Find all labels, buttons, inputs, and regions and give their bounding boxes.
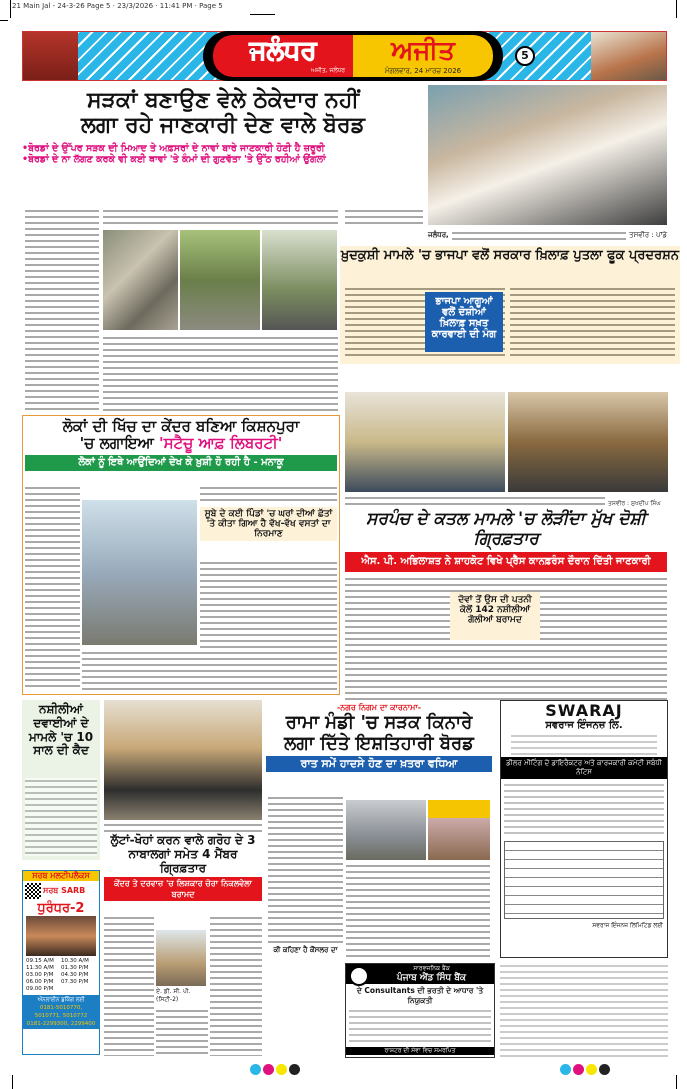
mandi-kicker: -ਨਗਰ ਨਿਗਮ ਦਾ ਕਾਰਨਾਮਾ- bbox=[336, 703, 422, 712]
sarpanch-strap: ਐਸ. ਪੀ. ਅਭਿਲਾਸ਼ਤ ਨੇ ਸ਼ਾਹਕੋਟ ਵਿਖੇ ਪ੍ਰੈੱਸ ਕਾਨਫ਼ਰੰਸ ਦੌਰਾਨ ਦਿੱਤੀ ਜਾਣਕਾਰੀ bbox=[345, 552, 667, 572]
mandi-headline-1: ਰਾਮਾ ਮੰਡੀ 'ਚ ਸੜਕ ਕਿਨਾਰੇ bbox=[285, 712, 473, 733]
robbery-article-text bbox=[210, 915, 262, 1056]
signboard-photo bbox=[262, 230, 337, 330]
page-number: 5 bbox=[515, 46, 535, 66]
statue-header bbox=[25, 418, 337, 471]
bank-ad bbox=[345, 963, 495, 1058]
masthead-city: ਜਲੰਧਰ bbox=[249, 36, 317, 66]
print-slug: 21 Main Jal - 24-3-26 Page 5 · 23/3/2026 · 11:41 PM · Page 5 bbox=[12, 2, 223, 10]
sarpanch-caption bbox=[345, 495, 605, 509]
showtime: 11.30 A/M bbox=[26, 965, 54, 971]
drugs-headline: ਨਸ਼ੀਲੀਆਂ ਦਵਾਈਆਂ ਦੇ ਮਾਮਲੇ 'ਚ 10 ਸਾਲ ਦੀ ਕੈਦ bbox=[28, 702, 94, 758]
lead-header bbox=[22, 88, 424, 165]
color-registration-marks bbox=[560, 1064, 610, 1075]
bank-ad-text bbox=[349, 1008, 491, 1044]
protest-photo bbox=[428, 85, 667, 225]
billboard-photo bbox=[346, 800, 426, 860]
statue-article-text bbox=[82, 650, 337, 690]
protest-headline: ਖ਼ੁਦਕੁਸ਼ੀ ਮਾਮਲੇ 'ਚ ਭਾਜਪਾ ਵਲੋਂ ਸਰਕਾਰ ਖ਼ਿਲਾਫ਼ ਪੁਤਲਾ ਫੂਕ ਪ੍ਰਦਰਸ਼ਨ bbox=[341, 248, 679, 263]
statue-article-text bbox=[200, 560, 337, 648]
statue-strap: ਲੋਕਾਂ ਨੂੰ ਇਥੇ ਆਉਂਦਿਆਂ ਦੇਖ ਕੇ ਖ਼ੁਸ਼ੀ ਹੋ ਰਹੀ ਹੈ - ਮਨਾਕੂ bbox=[25, 455, 337, 471]
statue-article-text bbox=[200, 485, 337, 505]
masthead-date: ਮੰਗਲਵਾਰ, 24 ਮਾਰਚ 2026 bbox=[384, 67, 462, 75]
phone: 5010771, 5010772 bbox=[34, 1013, 88, 1019]
road-work-photo bbox=[103, 230, 178, 330]
swaraj-table bbox=[504, 841, 664, 919]
building-photo-right bbox=[591, 32, 666, 80]
showtime: 04.30 P/M bbox=[61, 972, 89, 978]
color-registration-marks bbox=[250, 1064, 300, 1075]
showtime: 01.30 P/M bbox=[61, 965, 89, 971]
protest-caption-text bbox=[452, 230, 626, 240]
qr-code-icon bbox=[25, 883, 41, 899]
protest-caption bbox=[428, 228, 667, 242]
robbery-headline-1: ਲੁੱਟਾਂ-ਖੋਹਾਂ ਕਰਨ ਵਾਲੇ ਗਰੋਹ ਦੇ 3 bbox=[110, 833, 256, 847]
statue-article-text bbox=[25, 485, 80, 688]
cinema-name: ਸਰਬ ਮਲਟੀਪਲੈਕਸ bbox=[23, 871, 99, 881]
movie-title: ਧੁਰੰਧਰ-2 bbox=[37, 901, 85, 916]
lead-headline-1: ਸੜਕਾਂ ਬਣਾਉਣ ਵੇਲੇ ਠੇਕੇਦਾਰ ਨਹੀਂ bbox=[87, 88, 359, 113]
lead-bullet: •ਬੋਰਡਾਂ ਦੇ ਉੱਪਰ ਸੜਕ ਦੀ ਮਿਆਦ ਤੇ ਅਫ਼ਸਰਾਂ ਦੇ ਨਾਵਾਂ ਬਾਰੇ ਜਾਣਕਾਰੀ ਹੋਣੀ ਹੈ ਜ਼ਰੂਰੀ bbox=[22, 142, 325, 154]
mandi-subhead: ਕੀ ਕਹਿਣਾ ਹੈ ਕੌਂਸਲਰ ਦਾ bbox=[268, 946, 343, 955]
protest-story-box bbox=[340, 246, 680, 364]
masthead-brand: ਅਜੀਤ bbox=[391, 36, 455, 66]
accused-photo bbox=[508, 392, 668, 492]
bank-name: ਪੰਜਾਬ ਐਂਡ ਸਿੰਧ ਬੈਂਕ bbox=[396, 973, 467, 983]
bank-headline: ਦੇ Consultants ਦੀ ਭਰਤੀ ਦੇ ਆਧਾਰ 'ਤੇ ਨਿਯੁਕਤੀ bbox=[356, 986, 484, 1005]
swaraj-signoff: ਸਵਰਾਜ ਇੰਜਨਜ਼ ਲਿਮਿਟਿਡ ਲਈ bbox=[592, 922, 663, 929]
bank-top: ਸਾਰਵਜਨਿਕ ਬੈਂਕ bbox=[413, 965, 450, 972]
councillor-photo bbox=[428, 800, 490, 860]
press-conference-photo bbox=[345, 392, 505, 492]
mandi-strap: ਰਾਤ ਸਮੇਂ ਹਾਦਸੇ ਹੋਣ ਦਾ ਖ਼ਤਰਾ ਵਧਿਆ bbox=[266, 756, 492, 772]
robbery-strap: ਕੇਂਦਰ ਤੇ ਦਰਵਾਜ਼ 'ਚ ਲਿਸ਼ਕਾਰ ਚੋਰਾ ਨਿਕਲਵੇਲਾ ਬਰਾਮਦ bbox=[104, 877, 262, 901]
crop-mark bbox=[0, 20, 8, 21]
phone: 0181-5010770, bbox=[39, 1005, 83, 1011]
swaraj-address bbox=[511, 733, 657, 755]
bank-logo-icon bbox=[349, 966, 369, 986]
robbery-caption bbox=[104, 822, 262, 832]
showtimes bbox=[23, 956, 99, 995]
masthead bbox=[22, 31, 667, 81]
mandi-article-text bbox=[346, 863, 490, 958]
protest-caption-start: ਜਲੰਧਰ, bbox=[428, 230, 449, 239]
movie-poster bbox=[26, 916, 96, 956]
swaraj-company: ਸਵਰਾਜ ਇੰਜਨਜ਼ ਲਿ. bbox=[545, 720, 623, 731]
robbery-article-text bbox=[156, 1008, 208, 1056]
lead-article-text bbox=[103, 335, 338, 413]
cinema-brand: ਸਰਬ SARB bbox=[43, 886, 86, 895]
police-motorcycles-photo bbox=[104, 700, 262, 820]
drugs-story-box bbox=[22, 700, 100, 860]
swaraj-ad bbox=[500, 700, 668, 958]
robbery-header bbox=[104, 834, 262, 901]
protest-byline: ਤਸਵੀਰ : ਪਾਂਡੇ bbox=[629, 230, 667, 239]
statue-headline-highlight: 'ਸਟੈਚੂ ਆਫ਼ ਲਿਬਰਟੀ' bbox=[159, 434, 283, 453]
booking-info bbox=[23, 995, 99, 1029]
registration-mark bbox=[250, 14, 275, 15]
statue-headline-part: 'ਚ ਲਗਾਇਆ bbox=[79, 434, 160, 453]
swaraj-logo: SWARAJ bbox=[545, 701, 623, 720]
swaraj-notice-title: ਡੀਲਰ ਮੀਟਿੰਗ ਦੇ ਡਾਇਰੈਕਟਰ ਅਤੇ ਕਾਰਜਕਾਰੀ ਕਮੇਟੀ ਸਬੰਧੀ ਨੋਟਿਸ bbox=[501, 757, 667, 779]
lead-headline-2: ਲਗਾ ਰਹੇ ਜਾਣਕਾਰੀ ਦੇਣ ਵਾਲੇ ਬੋਰਡ bbox=[81, 113, 365, 139]
protest-article-text bbox=[510, 286, 675, 360]
building-photo-left bbox=[23, 32, 78, 80]
lead-article-text bbox=[25, 208, 99, 413]
protest-quote-box: ਭਾਜਪਾ ਆਗੂਆਂ ਵਲੋਂ ਦੋਸ਼ੀਆਂ ਖ਼ਿਲਾਫ਼ ਸਖ਼ਤ ਕਾਰਵਾਈ ਦੀ ਮੰਗ bbox=[425, 292, 503, 352]
crop-mark bbox=[10, 0, 11, 18]
lead-article-text bbox=[103, 208, 338, 228]
showtime: 09.15 A/M bbox=[26, 958, 54, 964]
statue-headline-1: ਲੋਕਾਂ ਦੀ ਖਿੱਚ ਦਾ ਕੇਂਦਰ ਬਣਿਆ ਕਿਸ਼ਨਪੁਰਾ bbox=[62, 417, 300, 435]
swaraj-notice-text bbox=[504, 782, 664, 838]
cinema-ad bbox=[22, 870, 100, 1055]
lead-article-text bbox=[345, 208, 423, 228]
showtime: 06.00 P/M bbox=[26, 979, 54, 985]
statue-headline-2 bbox=[25, 435, 337, 452]
officer-photo bbox=[156, 930, 206, 986]
phone: 0181-2299300, 2299400 bbox=[26, 1021, 96, 1027]
showtime: 03.00 P/M bbox=[26, 972, 54, 978]
crop-mark bbox=[12, 1075, 13, 1089]
notice-text bbox=[500, 963, 668, 1058]
showtime: 09.00 P/M bbox=[26, 986, 54, 992]
statue-quote-box: ਸੂਬੇ ਦੇ ਕਈ ਪਿੰਡਾਂ 'ਚ ਘਰਾਂ ਦੀਆਂ ਛੱਤਾਂ 'ਤੇ ਕੀਤਾ ਗਿਆ ਹੈ ਵੱਖ-ਵੱਖ ਵਸਤਾਂ ਦਾ ਨਿਰਮਾਣ bbox=[200, 507, 337, 541]
officer-caption: ਏ. ਡੀ. ਸੀ. ਪੀ. (ਸਿਟੀ-2) bbox=[156, 988, 191, 1003]
mandi-article-text bbox=[268, 795, 343, 945]
robbery-headline-2: ਨਾਬਾਲਗਾਂ ਸਮੇਤ 4 ਮੈਂਬਰ ਗ੍ਰਿਫ਼ਤਾਰ bbox=[128, 846, 238, 875]
crop-mark bbox=[676, 1075, 677, 1089]
lead-bullet: •ਬੋਰਡਾਂ ਦੇ ਨਾ ਲੱਗਣ ਕਰਕੇ ਵੀ ਕਈ ਥਾਵਾਂ 'ਤੇ ਕੰਮਾਂ ਦੀ ਗੁਣਵੱਤਾ 'ਤੇ ਉੱਠ ਰਹੀਆਂ ਉਂਗਲਾਂ bbox=[22, 153, 326, 165]
sarpanch-quote-box: ਦੋਵਾਂ ਤੋਂ ਉਸ ਦੀ ਪਤਨੀ ਕੋਲੋਂ 142 ਨਸ਼ੀਲੀਆਂ ਗੋਲੀਆਂ ਬਰਾਮਦ bbox=[450, 592, 540, 640]
sarpanch-headline: ਸਰਪੰਚ ਦੇ ਕਤਲ ਮਾਮਲੇ 'ਚ ਲੋੜੀਂਦਾ ਮੁੱਖ ਦੋਸ਼ੀ ਗ੍ਰਿਫ਼ਤਾਰ bbox=[366, 509, 646, 549]
crop-mark bbox=[676, 0, 677, 18]
road-photo bbox=[180, 230, 260, 330]
bank-footer: ਰਾਸ਼ਟਰ ਦੀ ਸੇਵਾ ਵਿਚ ਸਮਰਪਿਤ bbox=[346, 1047, 494, 1055]
masthead-sub: ਅਜੀਤ, ਜਲੰਧਰ bbox=[310, 67, 345, 74]
showtime: 07.30 P/M bbox=[61, 979, 89, 985]
robbery-article-text bbox=[104, 915, 154, 1056]
mandi-headline-2: ਲਗਾ ਦਿੱਤੇ ਇਸ਼ਤਿਹਾਰੀ ਬੋਰਡ bbox=[284, 732, 474, 754]
showtime: 10.30 A/M bbox=[61, 958, 89, 964]
drugs-article-text bbox=[25, 778, 97, 856]
mandi-header bbox=[266, 703, 492, 772]
booking-label: ਔਨਲਾਈਨ ਬੁਕਿੰਗ ਲਈ bbox=[37, 997, 85, 1003]
sarpanch-byline: ਤਸਵੀਰ : ਸੁਖਦੀਪ ਸਿੰਘ bbox=[608, 500, 661, 507]
statue-of-liberty-photo bbox=[82, 500, 197, 645]
